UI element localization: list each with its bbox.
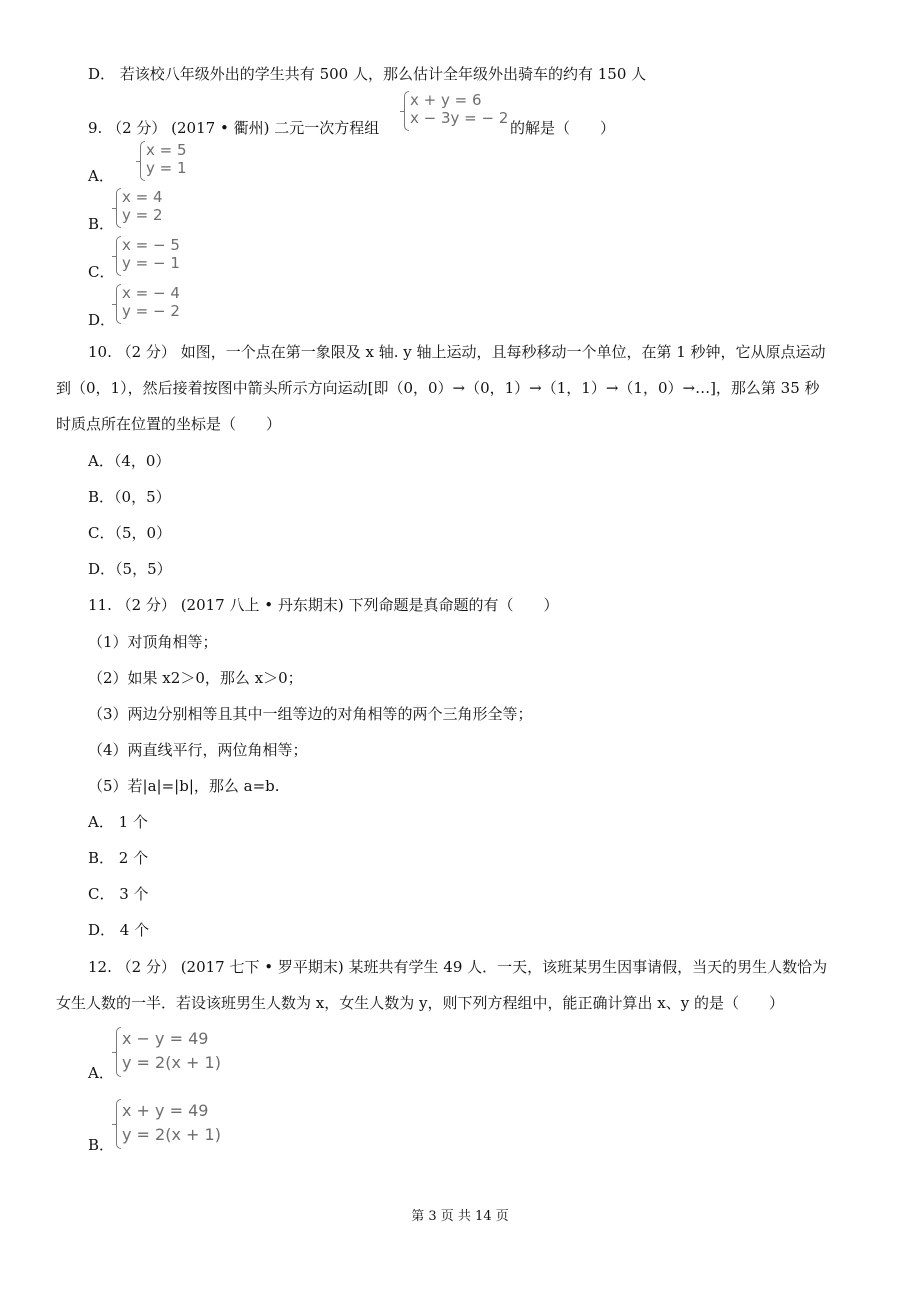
q9-option-d-row2: y = − 2 [122, 302, 180, 320]
q9-option-a-label: A． [88, 167, 114, 185]
q9-equation-system [404, 91, 514, 131]
q9-stem: 9. （2 分） (2017 • 衢州) 二元一次方程组 [88, 119, 380, 137]
page-footer: 第 3 页 共 14 页 [411, 1209, 509, 1224]
brace-icon [116, 1099, 121, 1149]
q10-option-b: B．（0，5） [88, 488, 171, 506]
q11-item-5: （5）若|a|=|b|，那么 a=b. [88, 777, 280, 795]
q9-option-b-system [116, 188, 186, 228]
q9-option-a-row2: y = 1 [146, 159, 187, 177]
q9-stem-suffix: 的解是（ ） [510, 119, 616, 137]
brace-icon [116, 1027, 121, 1077]
q12-stem-line2: 女生人数的一半．若设该班男生人数为 x，女生人数为 y，则下列方程组中，能正确计算出 x、y 的是（ ） [56, 994, 784, 1012]
q12-option-a-label: A． [88, 1064, 114, 1082]
q9-equation-1: x + y = 6 [410, 91, 482, 109]
q11-item-4: （4）两直线平行，两位角相等； [88, 741, 308, 759]
q9-option-b-row2: y = 2 [122, 206, 163, 224]
q9-option-c-row1: x = − 5 [122, 236, 180, 254]
q10-stem-line2: 到（0，1），然后接着按图中箭头所示方向运动[即（0，0）→（0，1）→（1，1）→（1，0）→…]，那么第 35 秒 [56, 379, 820, 397]
q12-option-b-row1: x + y = 49 [122, 1101, 209, 1120]
q12-option-b-label: B． [88, 1136, 115, 1154]
q9-equation-2: x − 3y = − 2 [410, 109, 509, 127]
q9-option-d-label: D． [88, 311, 116, 329]
q10-stem-line1: 10. （2 分） 如图，一个点在第一象限及 x 轴. y 轴上运动，且每秒移动一个单位，在第 1 秒钟，它从原点运动 [88, 343, 826, 361]
q9-option-c-row2: y = − 1 [122, 254, 180, 272]
q10-option-d: D．（5，5） [88, 560, 172, 578]
q12-option-b-system [116, 1099, 226, 1149]
q9-option-b-label: B． [88, 215, 115, 233]
q12-option-a-system [116, 1027, 226, 1077]
q9-option-a-row1: x = 5 [146, 141, 187, 159]
q11-option-d: D． 4 个 [88, 921, 150, 939]
brace-icon [116, 284, 121, 324]
q11-option-a: A． 1 个 [88, 813, 148, 831]
q11-option-b: B． 2 个 [88, 849, 149, 867]
brace-icon [404, 91, 409, 131]
q10-option-c: C．（5，0） [88, 524, 172, 542]
brace-icon [140, 141, 145, 181]
q9-option-b-row1: x = 4 [122, 188, 163, 206]
q12-stem-line1: 12. （2 分） (2017 七下 • 罗平期末) 某班共有学生 49 人．一天，该班某男生因事请假，当天的男生人数恰为 [88, 958, 828, 976]
brace-icon [116, 236, 121, 276]
q10-option-a: A．（4，0） [88, 452, 171, 470]
q11-item-1: （1）对顶角相等； [88, 633, 218, 651]
q8-option-d: D． 若该校八年级外出的学生共有 500 人，那么估计全年级外出骑车的约有 150 人 [88, 65, 647, 83]
q9-option-a-system [140, 141, 210, 181]
q10-stem-line3: 时质点所在位置的坐标是（ ） [56, 415, 282, 433]
q9-option-d-row1: x = − 4 [122, 284, 180, 302]
q11-option-c: C． 3 个 [88, 885, 149, 903]
q9-option-c-label: C． [88, 263, 115, 281]
q9-option-c-system [116, 236, 196, 276]
brace-icon [116, 188, 121, 228]
q12-option-a-row2: y = 2(x + 1) [122, 1053, 221, 1072]
q11-stem: 11. （2 分） (2017 八上 • 丹东期末) 下列命题是真命题的有（ ） [88, 596, 559, 614]
q11-item-2: （2）如果 x2＞0，那么 x＞0； [88, 669, 303, 687]
q11-item-3: （3）两边分别相等且其中一组等边的对角相等的两个三角形全等； [88, 705, 533, 723]
q12-option-a-row1: x − y = 49 [122, 1029, 209, 1048]
q9-option-d-system [116, 284, 196, 324]
q12-option-b-row2: y = 2(x + 1) [122, 1125, 221, 1144]
